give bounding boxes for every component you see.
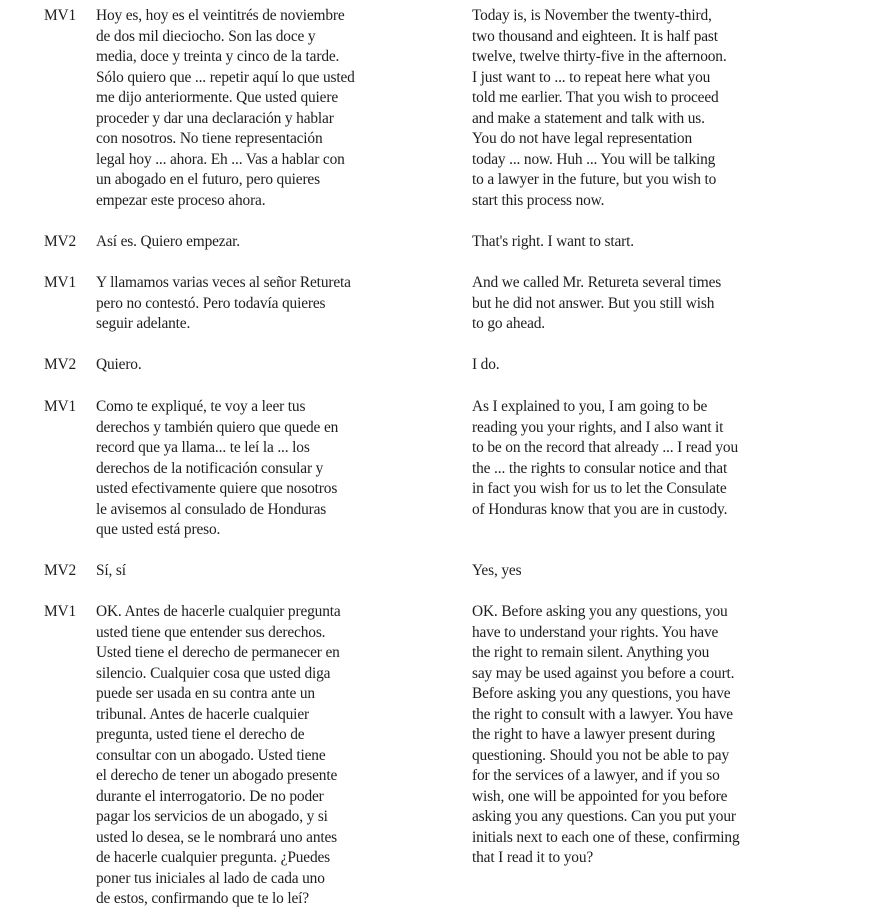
speaker-label: MV1 [44, 274, 77, 291]
english-translation: Yes, yes [472, 562, 522, 579]
english-translation: OK. Before asking you any questions, you have to understand your rights. You have the right to remain silent. Anything you say may be used against you before a court. Before asking you any questions, you have the right to consult with a lawyer. You have the right to have a lawyer present during questioning. Should you not be able to pay for the services of a lawyer, and if you so wish, one will be appointed for you before asking you any questions. Can you put your initials next to each one of these, confirming that I read it to you? [472, 603, 740, 866]
speaker-label: MV1 [44, 7, 77, 24]
spanish-text: Y llamamos varias veces al señor Retureta pero no contestó. Pero todavía quieres seguir adelante. [96, 274, 351, 332]
english-translation: I do. [472, 356, 500, 373]
speaker-label: MV2 [44, 233, 77, 250]
english-translation: That's right. I want to start. [472, 233, 634, 250]
english-translation: As I explained to you, I am going to be reading you your rights, and I also want it to be on the record that already ... I read you the ... the rights to consular notice and that in fact you wish for us to let the Consulate of Honduras know that you are in custody. [472, 398, 739, 518]
english-translation: And we called Mr. Retureta several times but he did not answer. But you still wish to go ahead. [472, 274, 722, 332]
spanish-text: Como te expliqué, te voy a leer tus derechos y también quiero que quede en record que ya llama... te leí la ... los derechos de la notificación consular y usted efectivamente quiere que nosotros le avisemos al consulado de Honduras que usted está preso. [96, 398, 339, 538]
spanish-text: OK. Antes de hacerle cualquier pregunta usted tiene que entender sus derechos. Usted tiene el derecho de permanecer en silencio. Cualquier cosa que usted diga puede ser usada en su contra ante un tribunal. Antes de hacerle cualquier pregunta, usted tiene el derecho de consultar con un abogado. Usted tiene el derecho de tener un abogado presente durante el interrogatorio. De no poder pagar los servicios de un abogado, y si usted lo desea, se le nombrará uno antes de hacerle cualquier pregunta. ¿Puedes poner tus iniciales al lado de cada uno de estos, confirmando que te lo leí? [96, 603, 341, 907]
english-translation: Today is, is November the twenty-third, two thousand and eighteen. It is half past twelve, twelve thirty-five in the afternoon. I just want to ... to repeat here what you told me earlier. That you wish to proceed and make a statement and talk with us. You do not have legal representation today ... now. Huh ... You will be talking to a lawyer in the future, but you wish to start this process now. [472, 7, 727, 209]
spanish-text: Quiero. [96, 356, 142, 373]
speaker-label: MV2 [44, 562, 77, 579]
spanish-text: Hoy es, hoy es el veintitrés de noviembre de dos mil dieciocho. Son las doce y media, doce y treinta y cinco de la tarde. Sólo quiero que ... repetir aquí lo que usted me dijo anteriormente. Que usted quiere proceder y dar una declaración y hablar con nosotros. No tiene representación legal hoy ... ahora. Eh ... Vas a hablar con un abogado en el futuro, pero quieres empezar este proceso ahora. [96, 7, 355, 209]
spanish-text: Sí, sí [96, 562, 126, 579]
spanish-text: Así es. Quiero empezar. [96, 233, 240, 250]
speaker-label: MV1 [44, 398, 77, 415]
speaker-label: MV2 [44, 356, 77, 373]
speaker-label: MV1 [44, 603, 77, 620]
